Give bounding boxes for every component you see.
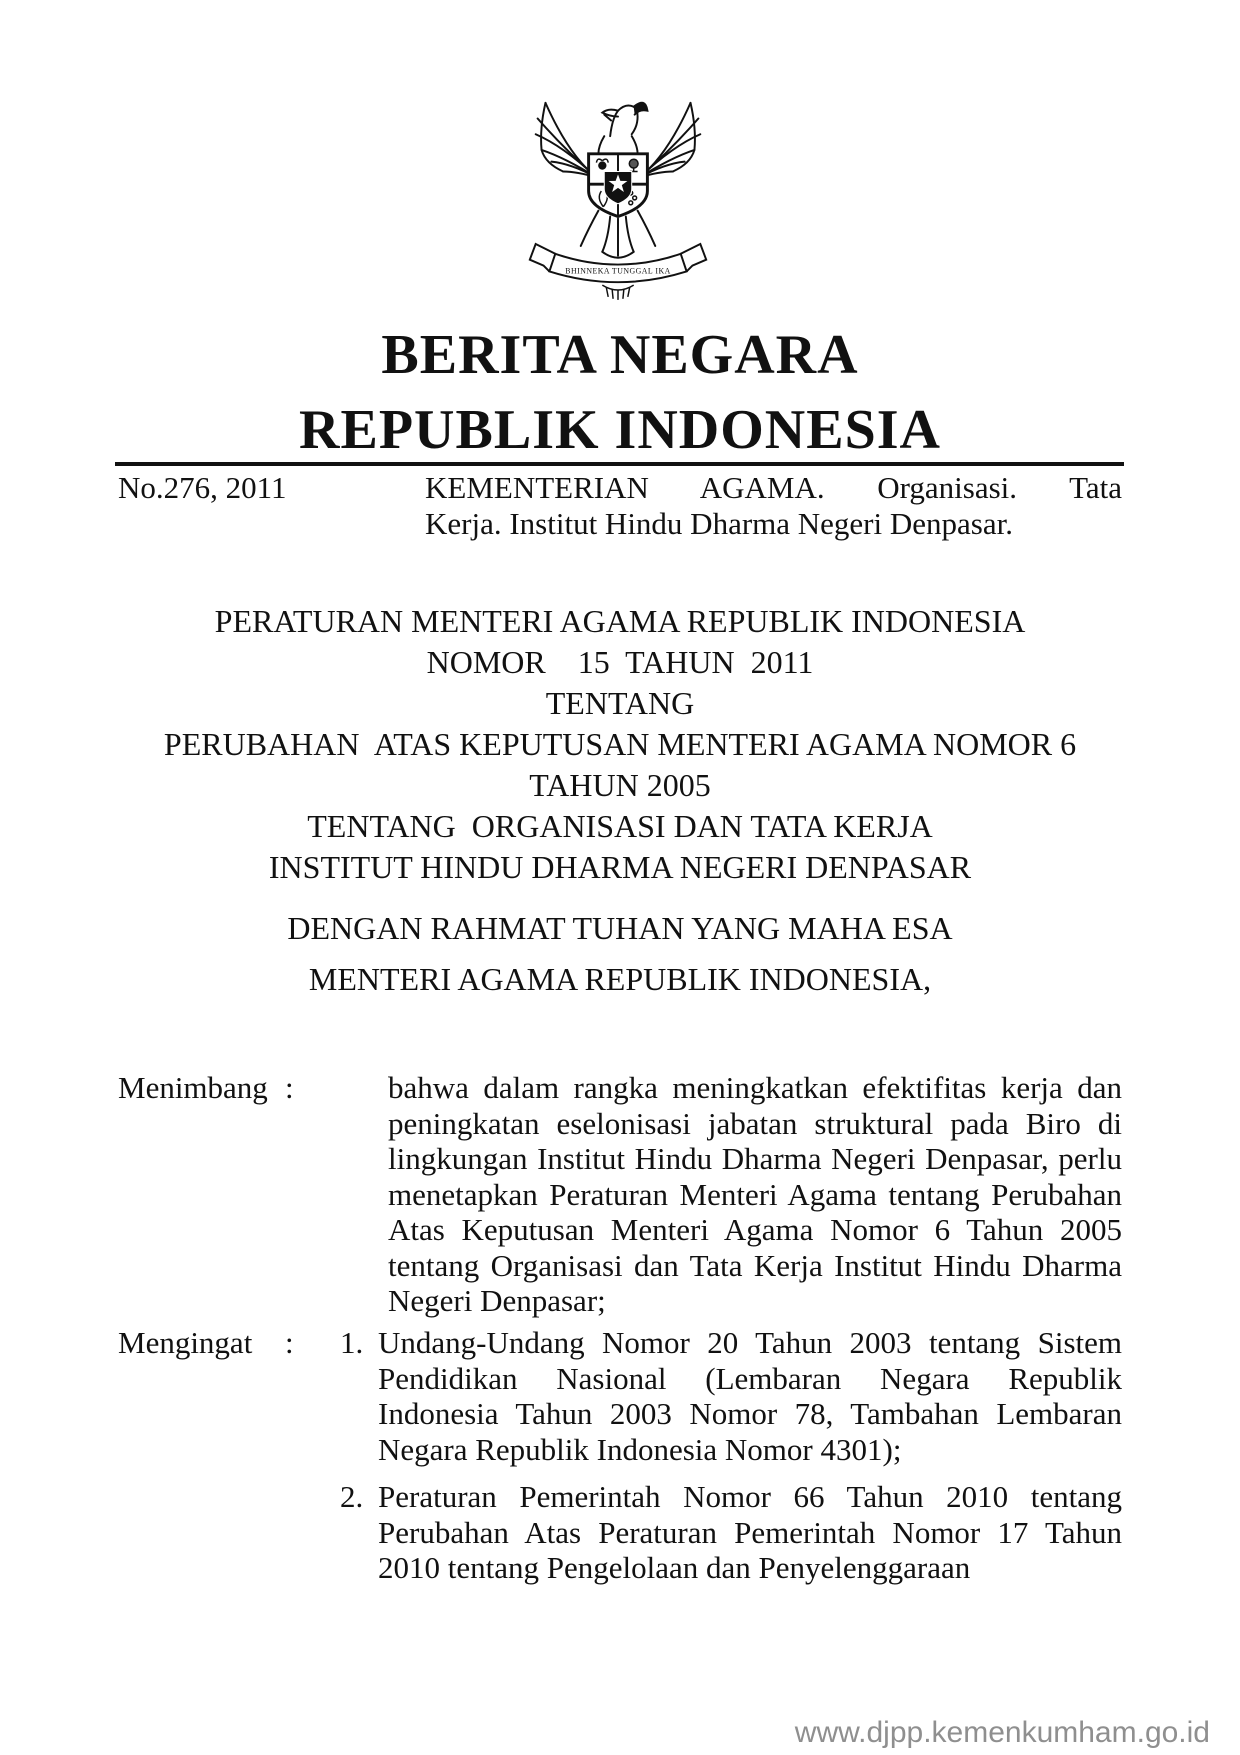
gazette-title-line1: BERITA NEGARA: [381, 324, 859, 386]
legal-basis-item: [340, 1325, 1122, 1467]
regulation-heading: [0, 601, 1240, 1000]
regulation-subject-line-2: TAHUN 2005: [529, 767, 711, 803]
gazette-title: [0, 318, 1240, 468]
item-number: 2.: [340, 1479, 364, 1514]
footer-website-url: www.djpp.kemenkumham.go.id: [794, 1716, 1210, 1749]
regulation-tentang-line: TENTANG: [545, 685, 695, 721]
regulation-subject-line-3: TENTANG ORGANISASI DAN TATA KERJA: [307, 808, 933, 844]
regulation-title-line: PERATURAN MENTERI AGAMA REPUBLIK INDONESIA: [214, 603, 1026, 639]
masthead-divider-rule: [115, 462, 1124, 466]
issue-number: No.276, 2011: [118, 470, 287, 505]
invocation-line: DENGAN RAHMAT TUHAN YANG MAHA ESA: [287, 910, 953, 946]
authority-line: MENTERI AGAMA REPUBLIK INDONESIA,: [308, 961, 932, 997]
in-view-of-colon: :: [285, 1325, 294, 1360]
regulation-number-line: NOMOR 15 TAHUN 2011: [426, 644, 814, 680]
item-text: Peraturan Pemerintah Nomor 66 Tahun 2010 tentang Perubahan Atas Peraturan Pemerintah Nomor 17 Tahun 2010 tentang Pengelolaan dan Penyelenggaraan: [378, 1479, 1122, 1585]
considering-label: Menimbang: [118, 1070, 268, 1105]
garuda-pancasila-emblem: [520, 85, 716, 303]
in-view-of-label: Mengingat: [118, 1325, 253, 1360]
emblem-motto: BHINNEKA TUNGGAL IKA: [565, 266, 671, 276]
considering-clause: [118, 1070, 1122, 1319]
considering-text: bahwa dalam rangka meningkatkan efektifitas kerja dan peningkatan eselonisasi jabatan struktural pada Biro di lingkungan Institut Hindu Dharma Negeri Denpasar, perlu menetapkan Peraturan Menteri Agama tentang Perubahan Atas Keputusan Menteri Agama Nomor 6 Tahun 2005 tentang Organisasi dan Tata Kerja Institut Hindu Dharma Negeri Denpasar;: [388, 1070, 1122, 1318]
gazette-title-line2: REPUBLIK INDONESIA: [299, 399, 941, 461]
regulation-subject-line-4: INSTITUT HINDU DHARMA NEGERI DENPASAR: [268, 849, 972, 885]
considering-colon: :: [285, 1070, 294, 1105]
item-text: Undang-Undang Nomor 20 Tahun 2003 tentang Sistem Pendidikan Nasional (Lembaran Negara Republik Indonesia Tahun 2003 Nomor 78, Tambahan Lembaran Negara Republik Indonesia Nomor 4301);: [378, 1325, 1122, 1467]
item-number: 1.: [340, 1325, 364, 1360]
regulation-subject-line-1: PERUBAHAN ATAS KEPUTUSAN MENTERI AGAMA NOMOR 6: [163, 726, 1077, 762]
in-view-of-clause: [118, 1325, 1122, 1598]
subject-abstract: [425, 470, 1122, 542]
legal-basis-item: [340, 1479, 1122, 1586]
subject-line-2: Kerja. Institut Hindu Dharma Negeri Denpasar.: [425, 506, 1013, 541]
subject-line-1: KEMENTERIAN AGAMA. Organisasi. Tata: [425, 470, 1122, 505]
in-view-of-list: [340, 1325, 1122, 1598]
